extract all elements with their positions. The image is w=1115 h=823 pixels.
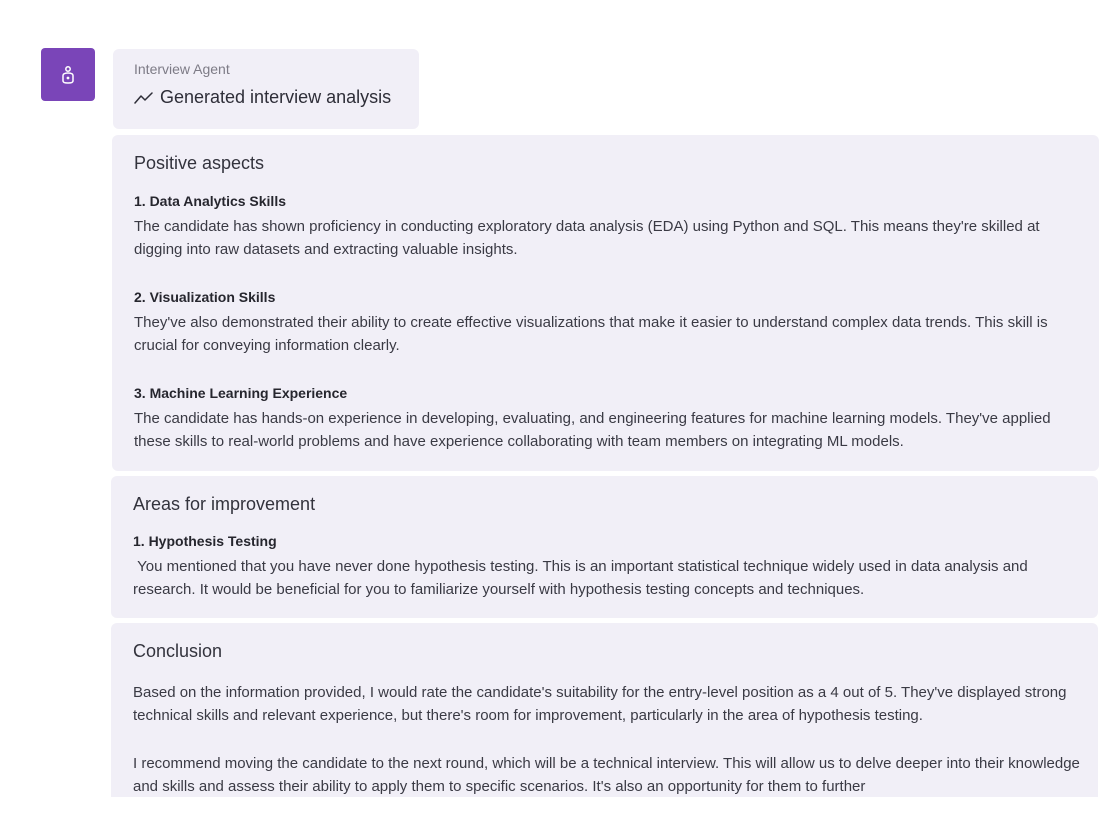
conclusion-paragraph: I recommend moving the candidate to the next round, which will be a technical interview. This will allow us to delve deeper into their knowledge and skills and assess their ability to apply them to specific scenarios. It's also an opportunity for them to further xyxy=(133,755,1080,795)
areas-for-improvement-card xyxy=(111,476,1098,618)
agent-avatar xyxy=(41,48,95,101)
improvement-item-body: You mentioned that you have never done hypothesis testing. This is an important statistical technique widely used in data analysis and research. It would be beneficial for you to familiarize yourself with hypothesis testing concepts and techniques. xyxy=(133,558,1032,598)
positive-item-title: 1. Data Analytics Skills xyxy=(134,193,286,209)
conclusion-card xyxy=(111,623,1098,823)
positive-item-body: The candidate has shown proficiency in conducting exploratory data analysis (EDA) using Python and SQL. This means they're skilled at digging into raw datasets and extracting valuable insights. xyxy=(134,218,1040,258)
viewport-bottom-edge xyxy=(0,797,1115,823)
positive-aspects-heading: Positive aspects xyxy=(134,153,265,173)
positive-item-title: 3. Machine Learning Experience xyxy=(134,385,348,401)
improvement-heading: Areas for improvement xyxy=(133,494,316,514)
agent-header-card xyxy=(113,49,419,129)
analysis-title xyxy=(134,87,398,108)
positive-item-body: They've also demonstrated their ability to create effective visualizations that make it easier to understand complex data trends. This skill is crucial for conveying information clearly. xyxy=(134,314,1048,354)
trend-line-icon xyxy=(134,91,154,105)
person-badge-icon xyxy=(60,65,76,85)
positive-aspects-card xyxy=(112,135,1099,471)
improvement-item-title: 1. Hypothesis Testing xyxy=(133,533,277,549)
conclusion-heading: Conclusion xyxy=(133,641,223,661)
conclusion-paragraph: Based on the information provided, I would rate the candidate's suitability for the entry-level position as a 4 out of 5. They've displayed strong technical skills and relevant experience, but there's room for improvement, particularly in the area of hypothesis testing. xyxy=(133,684,1067,724)
positive-item-title: 2. Visualization Skills xyxy=(134,289,276,305)
analysis-title-text: Generated interview analysis xyxy=(160,87,392,107)
agent-name: Interview Agent xyxy=(134,61,230,77)
positive-item-body: The candidate has hands-on experience in developing, evaluating, and engineering features for machine learning models. They've applied these skills to real-world problems and have experience collaborating with team members on integrating ML models. xyxy=(134,410,1051,450)
